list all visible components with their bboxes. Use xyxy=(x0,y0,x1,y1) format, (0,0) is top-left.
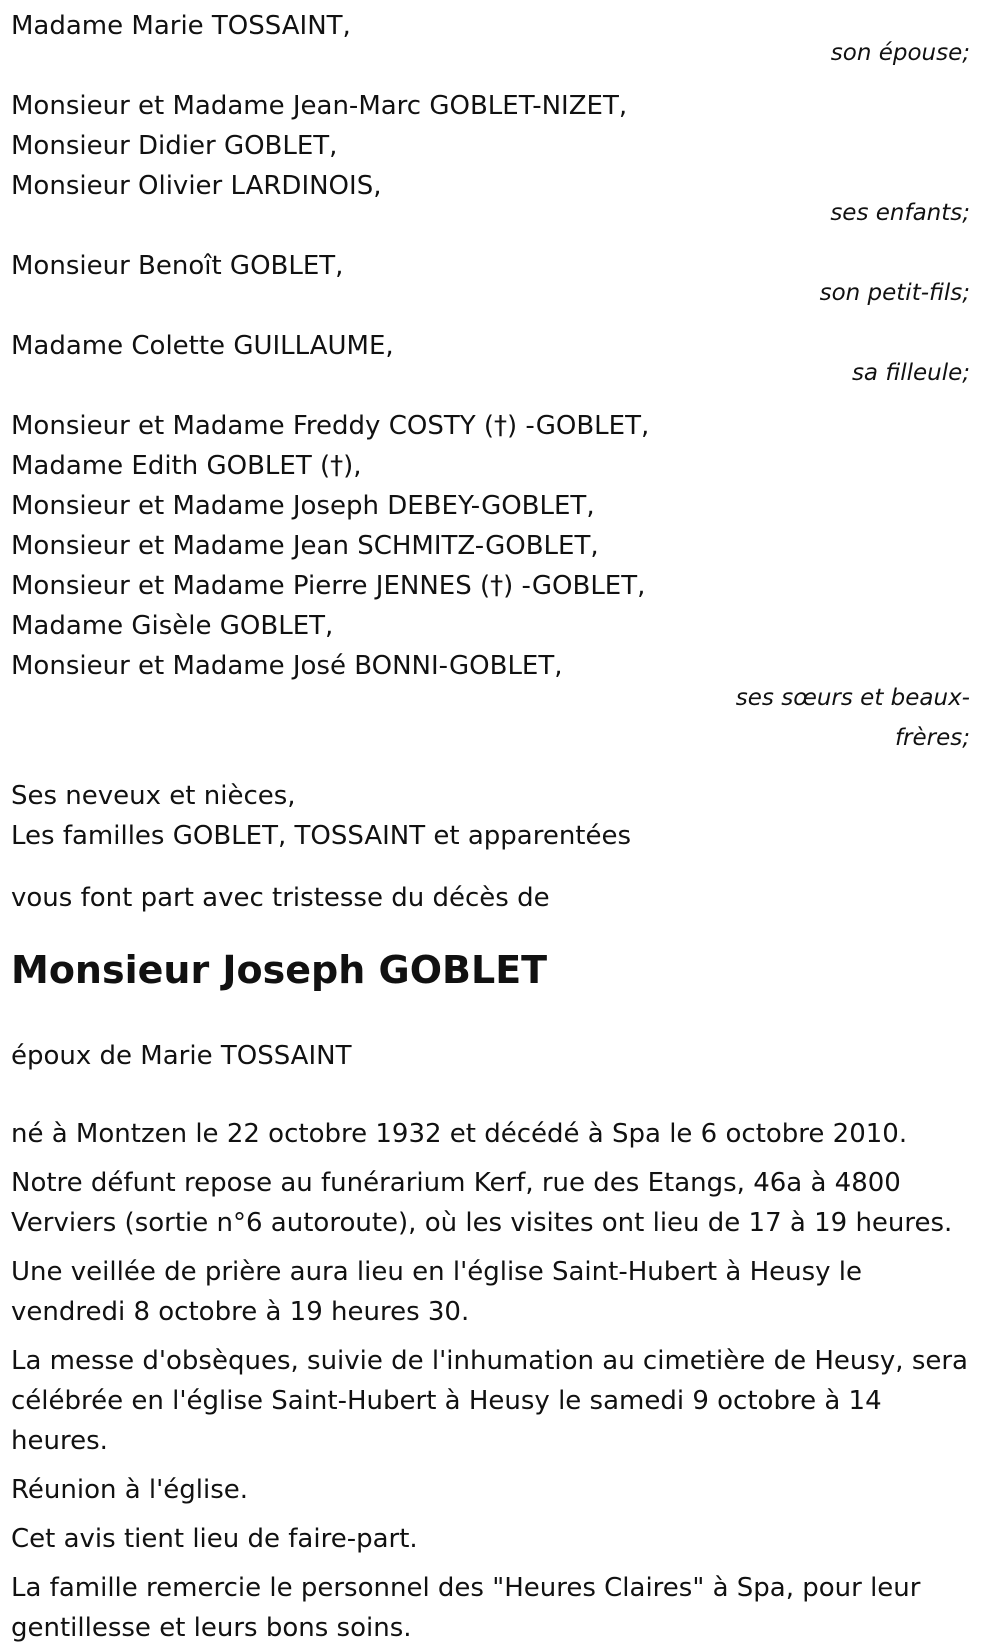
funeral-mass-paragraph: La messe d'obsèques, suivie de l'inhumation au cimetière de Heusy, sera célébrée en l'église Saint-Hubert à Heusy le samedi 9 octobre à 14 heures. xyxy=(11,1346,968,1456)
vigil-paragraph: Une veillée de prière aura lieu en l'église Saint-Hubert à Heusy le vendredi 8 octobre à 19 heures 30. xyxy=(11,1257,863,1327)
family-member-name: Monsieur Benoît GOBLET, xyxy=(11,251,344,281)
relationship-label: son petit-fils; xyxy=(819,280,970,306)
family-member-name: Madame Edith GOBLET (†), xyxy=(11,451,362,481)
family-member-name: Madame Marie TOSSAINT, xyxy=(11,11,351,41)
family-group-grandson xyxy=(11,246,970,308)
extended-family-line: Les familles GOBLET, TOSSAINT et apparentées xyxy=(11,821,632,851)
family-group-children xyxy=(11,86,970,228)
relationship-label: ses sœurs et beaux-frères; xyxy=(735,685,970,751)
visitation-paragraph: Notre défunt repose au funérarium Kerf, rue des Etangs, 46a à 4800 Verviers (sortie n°6 autoroute), où les visites ont lieu de 17 à 19 heures. xyxy=(11,1168,953,1238)
relationship-label: son épouse; xyxy=(830,40,970,66)
birth-death-paragraph: né à Montzen le 22 octobre 1932 et décédé à Spa le 6 octobre 2010. xyxy=(11,1119,908,1149)
meeting-paragraph: Réunion à l'église. xyxy=(11,1475,249,1505)
family-group-spouse xyxy=(11,6,970,68)
relationship-label: ses enfants; xyxy=(830,200,970,226)
family-member-name: Madame Colette GUILLAUME, xyxy=(11,331,394,361)
family-member-name: Madame Gisèle GOBLET, xyxy=(11,611,334,641)
family-member-name: Monsieur Didier GOBLET, xyxy=(11,131,338,161)
family-member-name: Monsieur et Madame Freddy COSTY (†) -GOBLET, xyxy=(11,411,650,441)
relationship-label: sa filleule; xyxy=(851,360,970,386)
family-member-name: Monsieur et Madame Pierre JENNES (†) -GOBLET, xyxy=(11,571,646,601)
extended-family xyxy=(11,776,970,856)
family-group-siblings xyxy=(11,406,970,758)
family-member-name: Monsieur et Madame Jean-Marc GOBLET-NIZET, xyxy=(11,91,628,121)
extended-family-line: Ses neveux et nièces, xyxy=(11,781,296,811)
deceased-name: Monsieur Joseph GOBLET xyxy=(11,948,548,992)
family-member-name: Monsieur et Madame José BONNI-GOBLET, xyxy=(11,651,563,681)
family-group-goddaughter xyxy=(11,326,970,388)
family-member-name: Monsieur et Madame Jean SCHMITZ-GOBLET, xyxy=(11,531,599,561)
family-member-name: Monsieur Olivier LARDINOIS, xyxy=(11,171,382,201)
spouse-line: époux de Marie TOSSAINT xyxy=(11,1041,352,1071)
thanks-paragraph: La famille remercie le personnel des "Heures Claires" à Spa, pour leur gentillesse et leurs bons soins. xyxy=(11,1573,921,1643)
family-member-name: Monsieur et Madame Joseph DEBEY-GOBLET, xyxy=(11,491,595,521)
notice-paragraph: Cet avis tient lieu de faire-part. xyxy=(11,1524,418,1554)
announcement-text: vous font part avec tristesse du décès de xyxy=(11,883,550,913)
